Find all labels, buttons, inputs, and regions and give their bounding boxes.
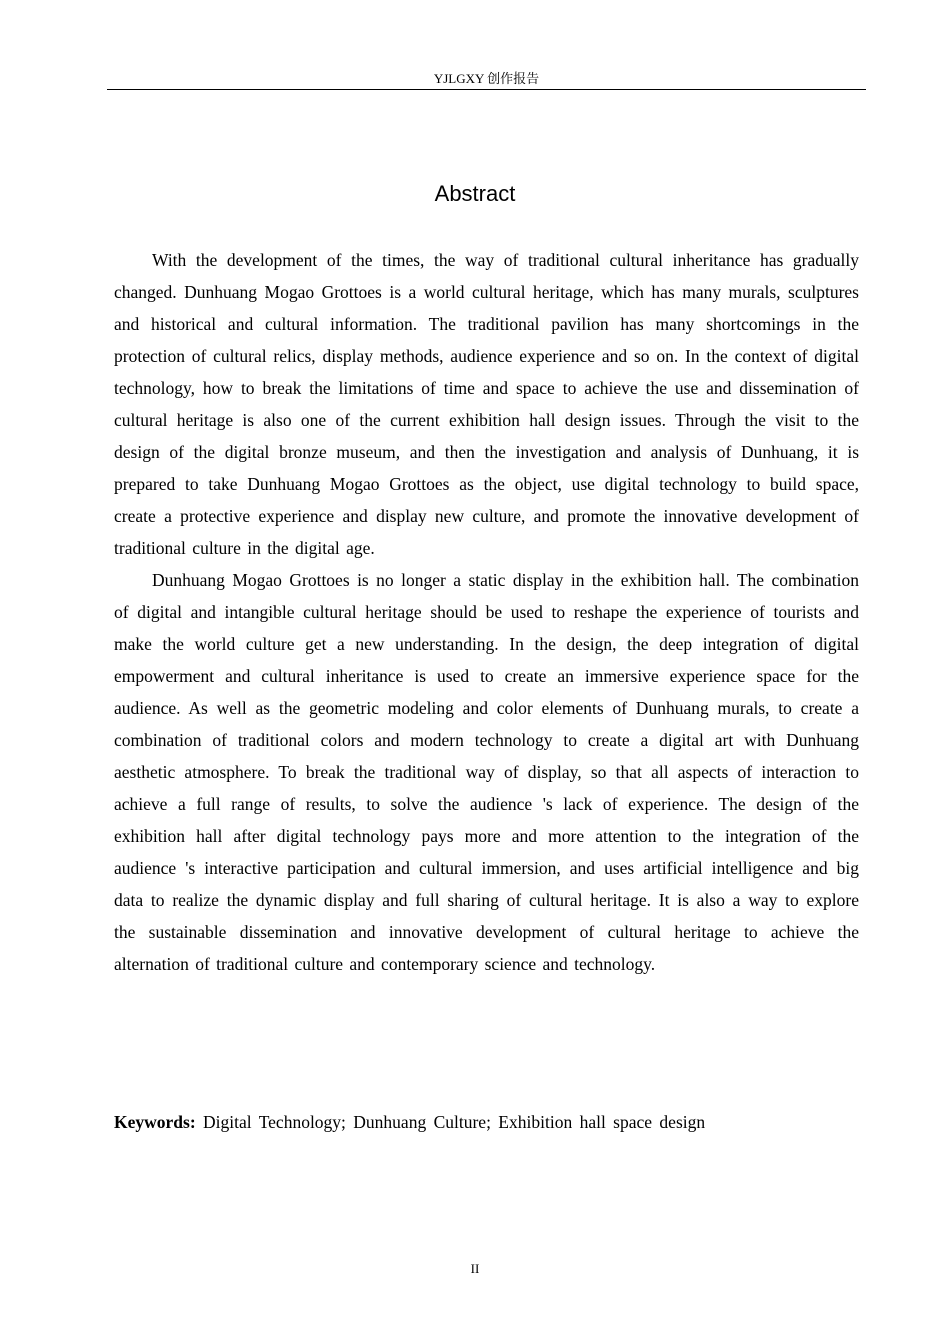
keywords-label: Keywords: (114, 1112, 196, 1132)
abstract-body (114, 244, 859, 980)
page-number: II (470, 1261, 480, 1276)
page-header: YJLGXY 创作报告 (107, 70, 866, 90)
abstract-title: Abstract (434, 181, 516, 206)
abstract-paragraph-1: With the development of the times, the way of traditional cultural inheritance has gradually changed. Dunhuang Mogao Grottoes is a world cultural heritage, which has many murals, sculptures and historical and cultural information. The traditional pavilion has many shortcomings in the protection of cultural relics, display methods, audience experience and so on. In the context of digital technology, how to break the limitations of time and space to achieve the use and dissemination of cultural heritage is also one of the current exhibition hall design issues. Through the visit to the design of the digital bronze museum, and then the investigation and analysis of Dunhuang, it is prepared to take Dunhuang Mogao Grottoes as the object, use digital technology to build space, create a protective experience and display new culture, and promote the innovative development of traditional culture in the digital age. (114, 250, 859, 558)
keywords-value: Digital Technology; Dunhuang Culture; Exhibition hall space design (203, 1112, 706, 1132)
keywords-line (114, 1106, 859, 1138)
abstract-paragraph-2: Dunhuang Mogao Grottoes is no longer a static display in the exhibition hall. The combination of digital and intangible cultural heritage should be used to reshape the experience of tourists and make the world culture get a new understanding. In the design, the deep integration of digital empowerment and cultural inheritance is used to create an immersive experience space for the audience. As well as the geometric modeling and color elements of Dunhuang murals, to create a combination of traditional colors and modern technology to create a digital art with Dunhuang aesthetic atmosphere. To break the traditional way of display, so that all aspects of interaction to achieve a full range of results, to solve the audience 's lack of experience. The design of the exhibition hall after digital technology pays more and more attention to the integration of the audience 's interactive participation and cultural immersion, and uses artificial intelligence and big data to realize the dynamic display and full sharing of cultural heritage. It is also a way to explore the sustainable dissemination and innovative development of cultural heritage to achieve the alternation of traditional culture and contemporary science and technology. (114, 570, 859, 974)
